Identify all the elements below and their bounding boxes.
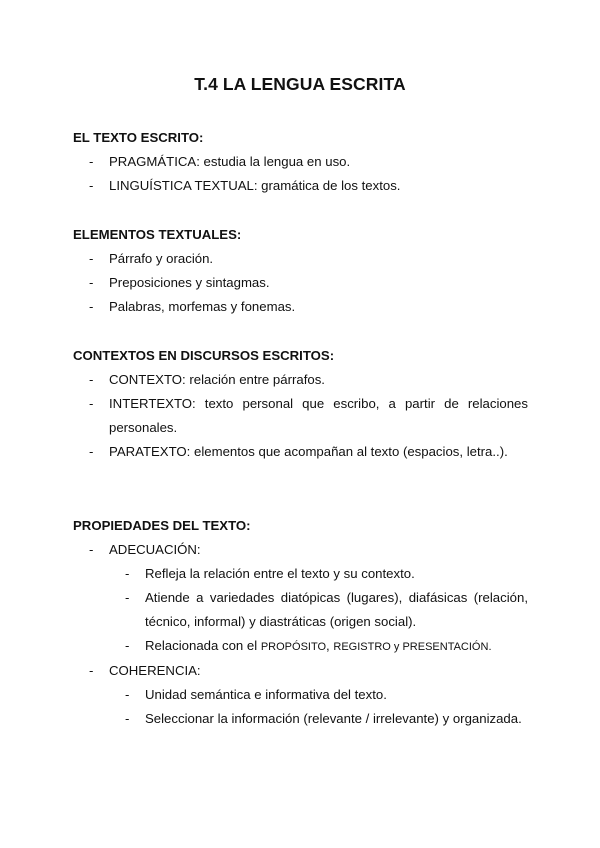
list-item-text: CONTEXTO: relación entre párrafos. [109,372,325,387]
list-item [73,271,528,295]
bullet-list [73,659,528,683]
list-item-adecuacion [73,538,528,562]
list-item-text: Atiende a variedades diatópicas (lugares), diafásicas (relación, técnico, informal) y diastráticas (origen social). [145,590,528,629]
list-item [73,392,528,440]
sub-list-item [73,707,528,731]
list-item-text: COHERENCIA: [109,663,201,678]
list-item-text: Preposiciones y sintagmas. [109,275,270,290]
list-item-text: Seleccionar la información (relevante / irrelevante) y organizada. [145,711,522,726]
list-item [73,295,528,319]
bullet-list [73,538,528,562]
related-prefix: Relacionada con el [145,638,261,653]
section-texto-escrito [73,126,528,198]
section-heading: CONTEXTOS EN DISCURSOS ESCRITOS: [73,348,335,363]
list-item-text: LINGUÍSTICA TEXTUAL: gramática de los textos. [109,178,401,193]
term-proposito: PROPÓSITO [260,641,327,653]
dash-bullet: - [89,542,94,557]
list-item [73,150,528,174]
section-elementos-textuales [73,223,528,319]
dash-bullet: - [89,275,94,290]
bullet-list [73,150,528,198]
dash-bullet: - [89,178,94,193]
dash-bullet: - [125,590,130,605]
bullet-list [73,247,528,319]
dash-bullet: - [89,444,94,459]
bullet-list [73,368,528,464]
dash-bullet: - [125,638,130,653]
section-heading: ELEMENTOS TEXTUALES: [73,227,242,242]
list-item [73,174,528,198]
dash-bullet: - [89,154,94,169]
dash-bullet: - [89,299,94,314]
dash-bullet: - [89,663,94,678]
sub-list-item [73,586,528,634]
section-propiedades [73,514,528,731]
list-item-text: Palabras, morfemas y fonemas. [109,299,296,314]
dash-bullet: - [89,372,94,387]
separator: , [326,638,334,653]
list-item [73,247,528,271]
end-period: . [488,641,492,653]
list-item-text: Unidad semántica e informativa del texto. [145,687,387,702]
dash-bullet: - [89,396,94,411]
list-item-text: PARATEXTO: elementos que acompañan al texto (espacios, letra..). [109,444,508,459]
dash-bullet: - [125,566,130,581]
term-registro: REGISTRO [333,641,391,653]
sub-list-adecuacion [73,562,528,659]
section-heading: EL TEXTO ESCRITO: [73,130,204,145]
list-item-text: PRAGMÁTICA: estudia la lengua en uso. [109,154,351,169]
list-item-coherencia [73,659,528,683]
list-item [73,368,528,392]
dash-bullet: - [89,251,94,266]
list-item-text: Párrafo y oración. [109,251,214,266]
term-presentacion: PRESENTACIÓN [402,641,489,653]
sub-list-coherencia [73,683,528,731]
sub-list-item [73,634,528,659]
sub-list-item [73,562,528,586]
section-heading: PROPIEDADES DEL TEXTO: [73,518,251,533]
section-contextos [73,344,528,464]
page-title: T.4 LA LENGUA ESCRITA [194,74,406,94]
dash-bullet: - [125,687,130,702]
separator: y [390,641,403,653]
sub-list-item [73,683,528,707]
dash-bullet: - [125,711,130,726]
list-item-text: Refleja la relación entre el texto y su contexto. [145,566,415,581]
list-item [73,440,528,464]
list-item-text: INTERTEXTO: texto personal que escribo, a partir de relaciones personales. [109,396,528,435]
list-item-text: ADECUACIÓN: [109,542,201,557]
